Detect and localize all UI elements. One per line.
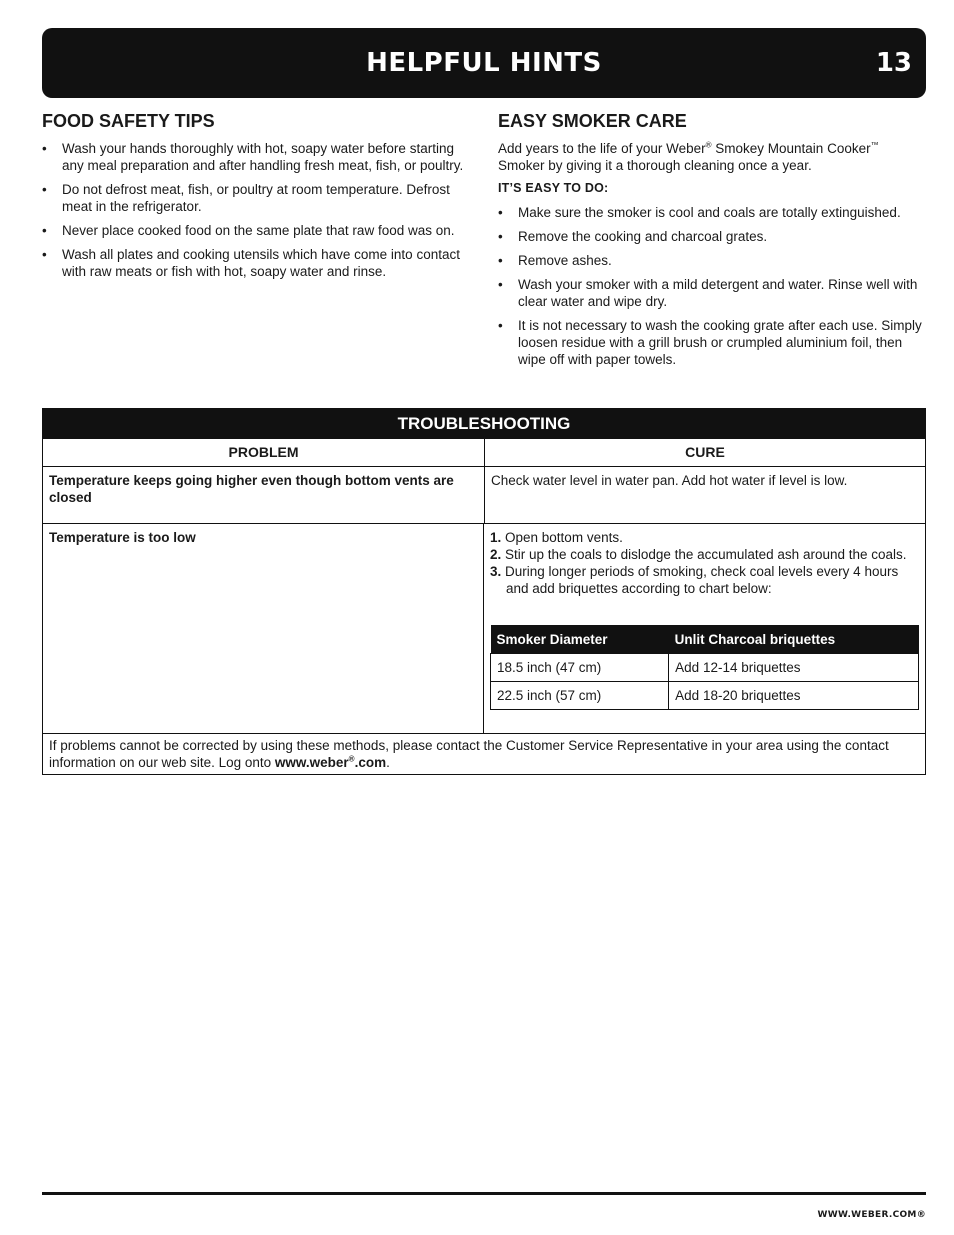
smoker-care-intro: [498, 140, 928, 174]
list-item: • Wash your smoker with a mild detergent and water. Rinse well with clear water and wipe dry.: [498, 276, 928, 310]
cure-steps: [490, 529, 919, 597]
problem-cell: Temperature keeps going higher even though bottom vents are closed: [43, 467, 485, 523]
smoker-care-heading: EASY SMOKER CARE: [498, 111, 687, 131]
troubleshooting-table: [42, 408, 926, 775]
chart-row: [491, 682, 919, 710]
footer-text: If problems cannot be corrected by using these methods, please contact the Customer Service Representative in your area using the contact information on our web site. Log onto: [49, 738, 889, 770]
list-item: • Never place cooked food on the same plate that raw food was on.: [42, 222, 474, 239]
chart-row: [491, 654, 919, 682]
cure-column-header: CURE: [685, 444, 725, 460]
problem-column-header: PROBLEM: [43, 439, 485, 466]
cure-cell: Check water level in water pan. Add hot water if level is low.: [491, 473, 848, 488]
table-header-row: [43, 438, 925, 466]
page-title: HELPFUL HINTS: [366, 48, 602, 78]
step-text: Stir up the coals to dislodge the accumulated ash around the coals.: [501, 547, 907, 562]
trademark-mark: ™: [870, 140, 879, 150]
footer-text: .: [386, 755, 390, 770]
table-row: [43, 523, 925, 733]
weber-link[interactable]: [275, 755, 386, 770]
intro-text: Smokey Mountain Cooker: [711, 141, 871, 156]
step-number: 2.: [490, 547, 502, 562]
chart-cell: Add 12-14 briquettes: [669, 654, 919, 682]
list-item: • Remove the cooking and charcoal grates.: [498, 228, 928, 245]
list-item: • It is not necessary to wash the cooking grate after each use. Simply loosen residue with a grill brush or crumpled aluminium foil, then wipe off with paper towels.: [498, 317, 928, 368]
cure-step: [490, 529, 919, 546]
briquette-chart: [490, 625, 919, 710]
step-text: Open bottom vents.: [501, 530, 623, 545]
chart-header-cell: Unlit Charcoal briquettes: [669, 625, 919, 654]
smoker-care-list: [498, 204, 928, 368]
step-text: During longer periods of smoking, check coal levels every 4 hours and add briquettes according to chart below:: [501, 564, 899, 596]
table-row: [43, 466, 925, 523]
food-safety-list: [42, 140, 474, 280]
troubleshooting-title: TROUBLESHOOTING: [43, 409, 925, 438]
list-item: • Wash all plates and cooking utensils which have come into contact with raw meats or fish with hot, soapy water and rinse.: [42, 246, 474, 280]
food-safety-section: [42, 110, 474, 287]
step-number: 1.: [490, 530, 502, 545]
footer-divider: [42, 1192, 926, 1195]
chart-cell: 18.5 inch (47 cm): [491, 654, 669, 682]
registered-mark: ®: [705, 140, 712, 150]
list-item: • Make sure the smoker is cool and coals are totally extinguished.: [498, 204, 928, 221]
intro-text: Smoker by giving it a thorough cleaning once a year.: [498, 158, 812, 173]
list-item: • Remove ashes.: [498, 252, 928, 269]
cure-step: [490, 563, 919, 597]
smoker-care-subheading: IT’S EASY TO DO:: [498, 181, 609, 195]
problem-cell: Temperature is too low: [43, 524, 484, 733]
page-number: 13: [875, 48, 912, 78]
footer-url: WWW.WEBER.COM®: [817, 1210, 926, 1220]
chart-cell: 22.5 inch (57 cm): [491, 682, 669, 710]
registered-mark: ®: [348, 754, 355, 764]
smoker-care-section: [498, 110, 928, 375]
cure-cell: [484, 524, 925, 733]
chart-header-row: [491, 625, 919, 654]
list-item: • Wash your hands thoroughly with hot, soapy water before starting any meal preparation and after handling fresh meat, fish, or poultry.: [42, 140, 474, 174]
intro-text: Add years to the life of your Weber: [498, 141, 706, 156]
step-number: 3.: [490, 564, 502, 579]
chart-cell: Add 18-20 briquettes: [669, 682, 919, 710]
chart-header-cell: Smoker Diameter: [491, 625, 669, 654]
cure-step: [490, 546, 919, 563]
list-item: • Do not defrost meat, fish, or poultry at room temperature. Defrost meat in the refrigerator.: [42, 181, 474, 215]
food-safety-heading: FOOD SAFETY TIPS: [42, 111, 215, 131]
page-header: [42, 28, 926, 98]
link-text: www.weber: [274, 755, 349, 770]
troubleshooting-footer: [43, 733, 925, 774]
link-text: .com: [354, 755, 387, 770]
